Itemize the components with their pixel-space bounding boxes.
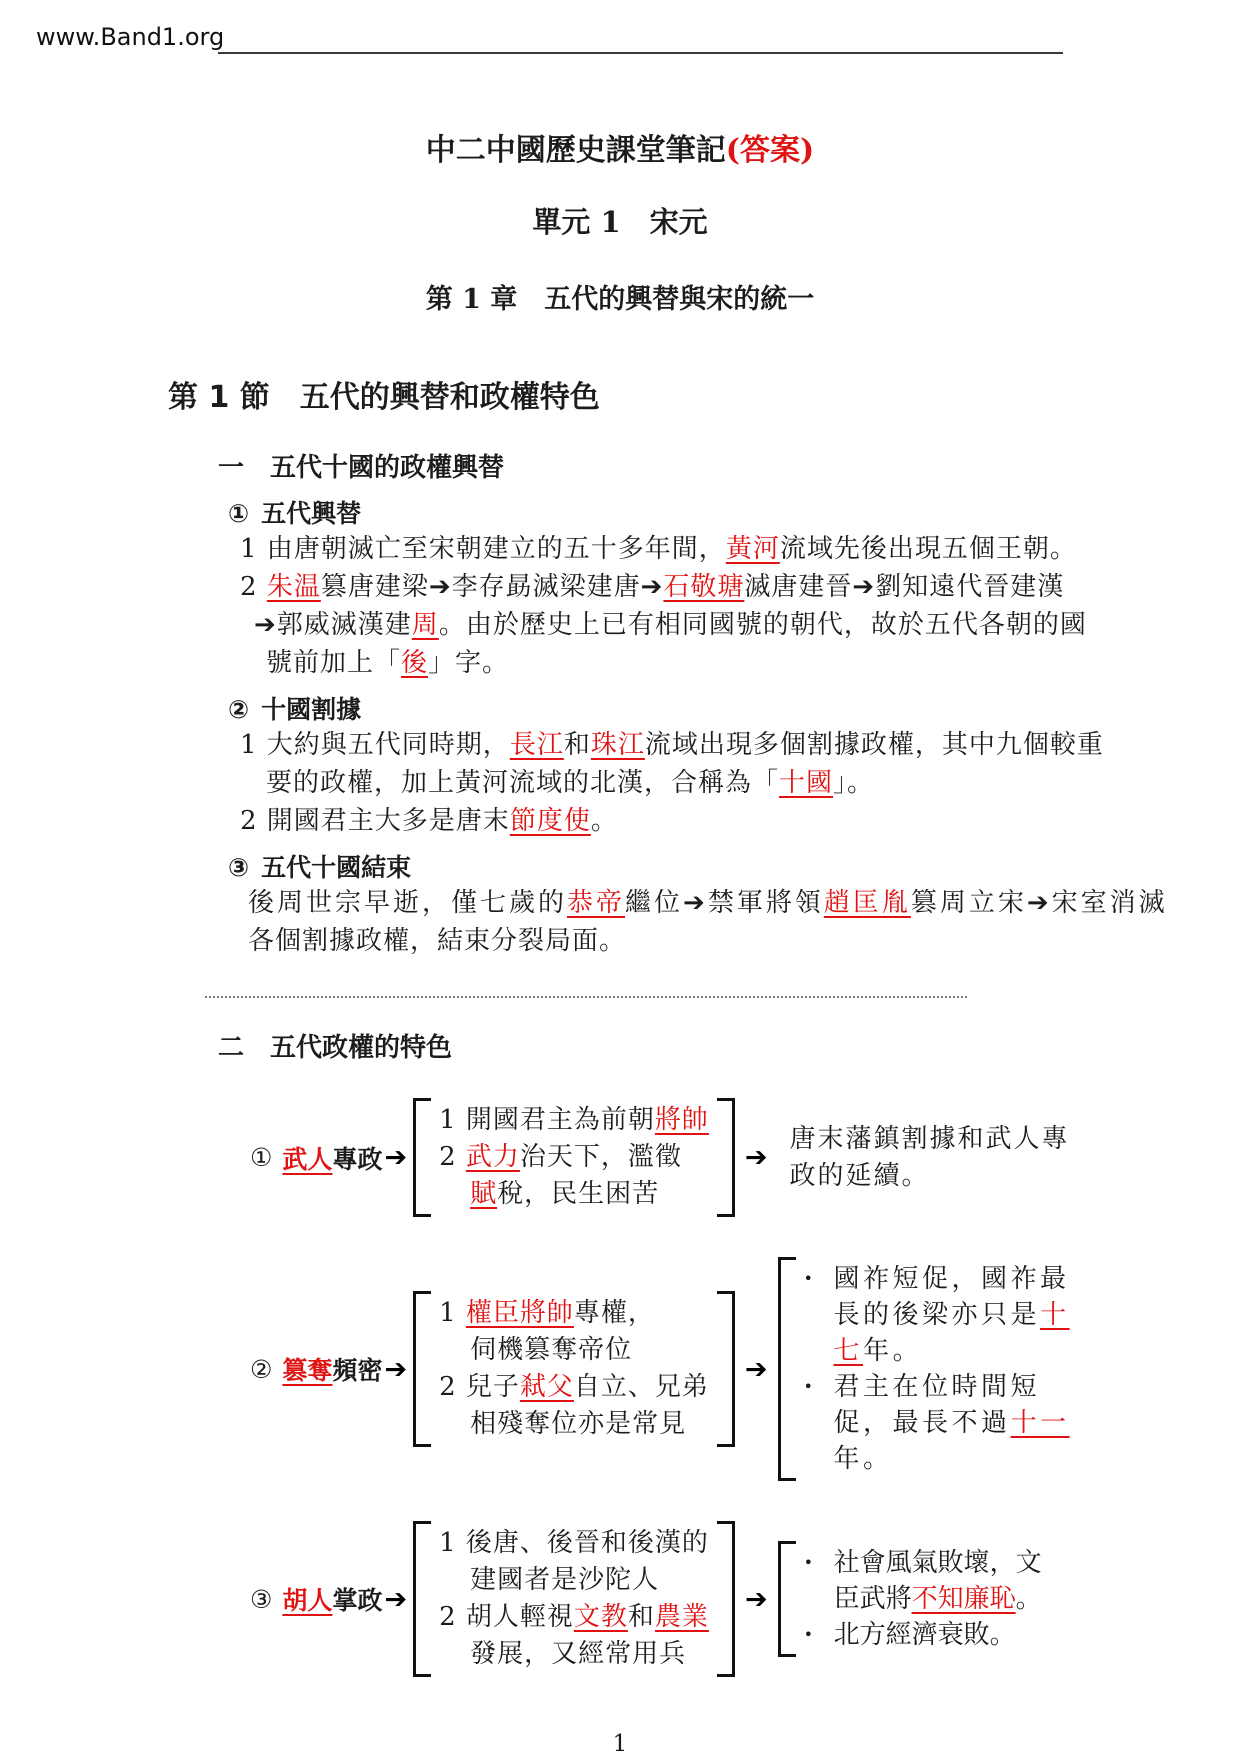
bracket-line: 1 權臣將帥專權， [439,1298,655,1328]
bullet-dot: • [803,1625,813,1644]
bracket-box [413,1291,735,1447]
unit-title: 單元 1 宋元 [532,205,708,239]
item1-heading [228,498,1240,530]
diagram-label [250,1581,413,1617]
section-title: 第 1 節 五代的興替和政權特色 [168,380,600,415]
body-line: 後周世宗早逝，僅七歲的恭帝繼位➔禁軍將領趙匡胤篡周立宋➔宋室消滅 [248,888,1168,918]
bullet-line: 君主在位時間短 [833,1372,1041,1402]
result-bracket-box [778,1257,1096,1481]
bracket-line: 賦稅，民生困苦 [470,1179,660,1209]
bullet-item [804,1261,1070,1369]
arrow-icon: ➔ [744,1353,768,1385]
diagram-number: ② [250,1354,273,1384]
diagram-label-text: 篡奪頻密 [282,1356,383,1385]
part1-heading: 一 五代十國的政權興替 [218,453,505,483]
arrow-icon: ➔ [384,1353,408,1385]
bullet-line: 七年。 [833,1336,923,1366]
bullet-dot: • [803,1377,813,1396]
bracket-line: 相殘奪位亦是常見 [470,1409,687,1439]
body-line: 2 朱温篡唐建梁➔李存勗滅梁建唐➔石敬瑭滅唐建晉➔劉知遠代晉建漢 [240,572,1065,602]
body-line: 號前加上「後」字。 [266,648,510,678]
arrow-icon: ➔ [744,1583,768,1615]
body-line: 要的政權，加上黃河流域的北漢，合稱為「十國」。 [266,768,875,798]
bullet-line: 長的後梁亦只是十 [833,1300,1070,1330]
dotted-divider [205,996,967,998]
part2-heading: 二 五代政權的特色 [218,1033,453,1063]
bullet-line: 北方經濟衰敗。 [833,1620,1016,1650]
diagram-label-text: 胡人掌政 [282,1586,383,1615]
bracket-line: 建國者是沙陀人 [470,1565,660,1595]
bullet-line: 國祚短促，國祚最 [833,1264,1070,1294]
result-bracket-box [778,1541,1068,1657]
result-line: 唐末藩鎮割據和武人專 [789,1123,1070,1154]
body-line: 2 開國君主大多是唐末節度使。 [240,806,618,836]
body-line: 1 大約與五代同時期，長江和珠江流域出現多個割據政權，其中九個較重 [240,730,1104,760]
site-url: www.Band1.org [36,23,225,51]
body-line: ➔郭威滅漢建周。由於歷史上已有相同國號的朝代，故於五代各朝的國 [254,610,1087,640]
item3-number: ③ [228,853,250,882]
arrow-icon: ➔ [384,1583,408,1615]
bracket-box [413,1521,735,1677]
item1-number: ① [228,499,250,528]
bullet-list [804,1261,1070,1477]
result-line: 政的延續。 [789,1160,930,1191]
doc-title: 中二中國歷史課堂筆記(答案) [425,133,815,168]
bracket-line: 2 兒子弒父自立、兄弟 [439,1372,709,1402]
diagram-frequent-usurpation [250,1257,1240,1481]
chapter-title: 第 1 章 五代的興替與宋的統一 [425,284,815,315]
arrow-icon: ➔ [744,1142,768,1173]
item1-title: 五代興替 [261,499,362,528]
body-line: 各個割據政權，結束分裂局面。 [248,926,627,956]
bullet-line: 年。 [833,1444,893,1474]
bracket-line: 2 胡人輕視文教和農業 [439,1602,709,1632]
diagram-label [250,1140,413,1176]
bracket-line: 1 後唐、後晉和後漢的 [439,1528,709,1558]
diagram-number: ③ [250,1584,273,1614]
item2-title: 十國割據 [261,695,362,724]
page-number: 1 [612,1731,628,1754]
bracket-line: 發展，又經常用兵 [470,1639,687,1669]
item2-number: ② [228,695,250,724]
bullet-line: 臣武將不知廉恥。 [833,1584,1042,1614]
diagram-military-rule [250,1098,1240,1217]
bullet-line: 社會風氣敗壞，文 [833,1548,1042,1578]
bullet-dot: • [803,1553,813,1572]
bullet-list [804,1545,1042,1653]
bracket-line: 1 開國君主為前朝將帥 [439,1105,709,1135]
diagram-foreign-rulers [250,1521,1240,1677]
body-line: 1 由唐朝滅亡至宋朝建立的五十多年間，黃河流域先後出現五個王朝。 [240,534,1077,564]
bullet-item [804,1369,1070,1477]
bracket-line: 伺機篡奪帝位 [470,1335,633,1365]
diagram-label-text: 武人專政 [282,1144,383,1174]
header-rule [218,52,1063,54]
item3-title: 五代十國結束 [261,853,412,882]
arrow-icon: ➔ [384,1142,408,1173]
bullet-item [804,1545,1042,1617]
result-text [790,1121,1070,1195]
item2-heading [228,694,1240,726]
bullet-line: 促，最長不過十一 [833,1408,1070,1438]
bracket-line: 2 武力治天下，濫徵 [439,1142,682,1172]
bracket-box [413,1098,735,1217]
bullet-item [804,1617,1042,1653]
bullet-dot: • [803,1269,813,1288]
diagram-label [250,1351,413,1387]
item3-heading [228,852,1240,884]
diagram-number: ① [250,1143,273,1172]
